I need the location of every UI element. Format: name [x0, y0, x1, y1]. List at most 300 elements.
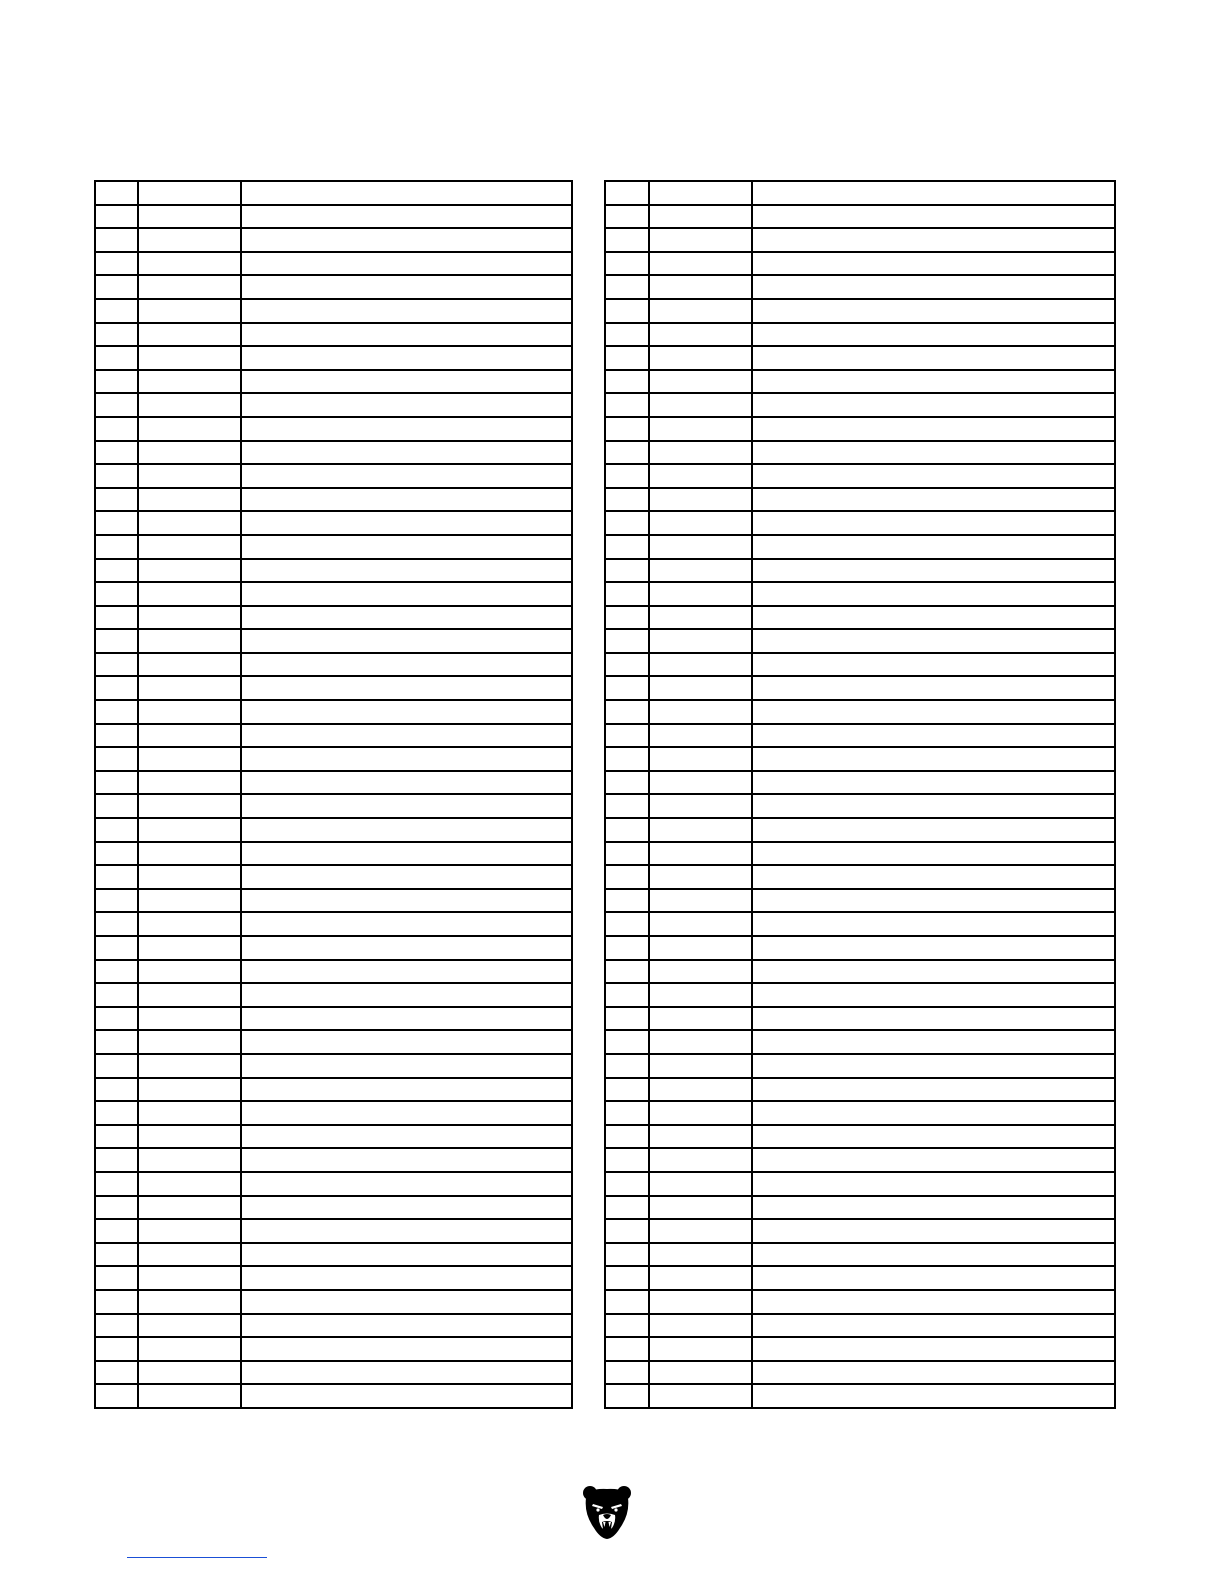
part-number-cell	[649, 936, 752, 960]
part-number-cell	[649, 464, 752, 488]
table-row	[95, 983, 572, 1007]
description-cell	[241, 1101, 572, 1125]
footer-link-underline	[127, 1557, 267, 1558]
part-number-cell	[138, 370, 241, 394]
ref-cell	[95, 464, 138, 488]
ref-cell	[95, 724, 138, 748]
ref-cell	[605, 912, 649, 936]
table-row	[605, 700, 1115, 724]
bear-head-logo-icon	[582, 1484, 632, 1540]
description-cell	[241, 1314, 572, 1338]
part-number-cell	[649, 818, 752, 842]
part-number-cell	[138, 1314, 241, 1338]
part-number-cell	[138, 1007, 241, 1031]
description-cell	[241, 393, 572, 417]
ref-cell	[95, 1290, 138, 1314]
part-number-cell	[138, 441, 241, 465]
description-cell	[241, 747, 572, 771]
ref-cell	[605, 889, 649, 913]
description-cell	[241, 228, 572, 252]
description-cell	[752, 606, 1115, 630]
part-number-cell	[138, 865, 241, 889]
description-cell	[752, 1007, 1115, 1031]
description-cell	[241, 346, 572, 370]
ref-cell	[605, 1361, 649, 1385]
table-row	[95, 370, 572, 394]
part-number-cell	[649, 535, 752, 559]
description-cell	[752, 629, 1115, 653]
description-cell	[752, 1054, 1115, 1078]
description-cell	[241, 323, 572, 347]
ref-cell	[605, 511, 649, 535]
description-cell	[241, 983, 572, 1007]
description-cell	[241, 1243, 572, 1267]
table-row	[95, 1007, 572, 1031]
ref-cell	[95, 794, 138, 818]
description-cell	[241, 936, 572, 960]
ref-cell	[605, 960, 649, 984]
description-cell	[241, 1266, 572, 1290]
part-number-cell	[138, 1054, 241, 1078]
description-cell	[752, 1030, 1115, 1054]
description-cell	[241, 252, 572, 276]
part-number-cell	[138, 1219, 241, 1243]
ref-cell	[605, 1054, 649, 1078]
ref-cell	[95, 1101, 138, 1125]
ref-cell	[605, 488, 649, 512]
description-cell	[241, 1007, 572, 1031]
ref-cell	[605, 606, 649, 630]
part-number-cell	[649, 252, 752, 276]
part-number-cell	[138, 323, 241, 347]
ref-cell	[95, 205, 138, 229]
part-number-cell	[649, 1172, 752, 1196]
table-row	[95, 323, 572, 347]
part-number-cell	[649, 676, 752, 700]
description-cell	[241, 1337, 572, 1361]
description-cell	[752, 865, 1115, 889]
ref-cell	[605, 653, 649, 677]
description-cell	[241, 582, 572, 606]
part-number-cell	[649, 323, 752, 347]
part-number-cell	[649, 960, 752, 984]
part-number-cell	[138, 842, 241, 866]
ref-cell	[95, 629, 138, 653]
table-row	[605, 1337, 1115, 1361]
table-row	[605, 393, 1115, 417]
part-number-cell	[138, 1266, 241, 1290]
ref-cell	[95, 370, 138, 394]
table-row	[605, 818, 1115, 842]
ref-cell	[95, 771, 138, 795]
ref-cell	[95, 606, 138, 630]
table-row	[605, 299, 1115, 323]
ref-cell	[95, 1030, 138, 1054]
part-number-cell	[649, 794, 752, 818]
part-number-cell	[649, 1054, 752, 1078]
ref-cell	[605, 181, 649, 205]
table-row	[95, 676, 572, 700]
part-number-cell	[649, 511, 752, 535]
ref-cell	[605, 535, 649, 559]
description-cell	[752, 1361, 1115, 1385]
part-number-cell	[138, 252, 241, 276]
table-row	[605, 1101, 1115, 1125]
table-row	[95, 535, 572, 559]
table-row	[605, 629, 1115, 653]
description-cell	[241, 417, 572, 441]
ref-cell	[605, 252, 649, 276]
ref-cell	[95, 488, 138, 512]
table-row	[605, 252, 1115, 276]
ref-cell	[95, 346, 138, 370]
part-number-cell	[649, 1290, 752, 1314]
description-cell	[752, 771, 1115, 795]
part-number-cell	[138, 1196, 241, 1220]
ref-cell	[95, 912, 138, 936]
description-cell	[241, 370, 572, 394]
part-number-cell	[649, 1007, 752, 1031]
ref-cell	[605, 1148, 649, 1172]
part-number-cell	[649, 724, 752, 748]
ref-cell	[95, 936, 138, 960]
table-row	[95, 228, 572, 252]
ref-cell	[95, 323, 138, 347]
part-number-cell	[649, 1148, 752, 1172]
table-row	[605, 275, 1115, 299]
ref-cell	[95, 1314, 138, 1338]
description-cell	[752, 724, 1115, 748]
table-row	[95, 393, 572, 417]
table-row	[605, 1172, 1115, 1196]
table-row	[95, 299, 572, 323]
ref-cell	[605, 936, 649, 960]
description-cell	[752, 1266, 1115, 1290]
description-cell	[752, 912, 1115, 936]
description-cell	[241, 676, 572, 700]
table-row	[95, 252, 572, 276]
ref-cell	[95, 393, 138, 417]
part-number-cell	[138, 346, 241, 370]
ref-cell	[95, 1148, 138, 1172]
part-number-cell	[138, 464, 241, 488]
part-number-cell	[649, 983, 752, 1007]
ref-cell	[95, 960, 138, 984]
ref-cell	[95, 582, 138, 606]
description-cell	[752, 488, 1115, 512]
table-row	[605, 441, 1115, 465]
ref-cell	[95, 1361, 138, 1385]
ref-cell	[605, 299, 649, 323]
part-number-cell	[138, 1148, 241, 1172]
table-row	[605, 511, 1115, 535]
part-number-cell	[649, 559, 752, 583]
part-number-cell	[138, 1337, 241, 1361]
description-cell	[752, 370, 1115, 394]
ref-cell	[95, 275, 138, 299]
table-row	[605, 370, 1115, 394]
part-number-cell	[138, 653, 241, 677]
table-row	[95, 865, 572, 889]
part-number-cell	[138, 417, 241, 441]
description-cell	[752, 1101, 1115, 1125]
part-number-cell	[649, 1337, 752, 1361]
part-number-cell	[138, 1384, 241, 1408]
table-row	[95, 1148, 572, 1172]
ref-cell	[605, 1219, 649, 1243]
description-cell	[752, 559, 1115, 583]
part-number-cell	[649, 912, 752, 936]
description-cell	[752, 936, 1115, 960]
part-number-cell	[138, 1078, 241, 1102]
part-number-cell	[649, 1219, 752, 1243]
description-cell	[241, 275, 572, 299]
table-row	[605, 912, 1115, 936]
description-cell	[241, 511, 572, 535]
part-number-cell	[138, 960, 241, 984]
table-row	[605, 842, 1115, 866]
ref-cell	[95, 1172, 138, 1196]
part-number-cell	[138, 771, 241, 795]
description-cell	[241, 1054, 572, 1078]
table-row	[605, 653, 1115, 677]
description-cell	[752, 205, 1115, 229]
part-number-cell	[649, 1384, 752, 1408]
ref-cell	[95, 700, 138, 724]
table-row	[605, 1078, 1115, 1102]
part-number-cell	[138, 936, 241, 960]
ref-cell	[605, 747, 649, 771]
table-row	[95, 559, 572, 583]
description-cell	[752, 842, 1115, 866]
part-number-cell	[138, 1361, 241, 1385]
part-number-cell	[649, 1078, 752, 1102]
description-cell	[241, 771, 572, 795]
ref-cell	[605, 865, 649, 889]
table-row	[95, 1266, 572, 1290]
part-number-cell	[138, 889, 241, 913]
ref-cell	[95, 252, 138, 276]
table-row	[95, 1101, 572, 1125]
part-number-cell	[138, 299, 241, 323]
ref-cell	[95, 747, 138, 771]
table-row	[95, 205, 572, 229]
ref-cell	[605, 1337, 649, 1361]
table-row	[605, 1384, 1115, 1408]
ref-cell	[605, 1172, 649, 1196]
ref-cell	[605, 205, 649, 229]
table-row	[95, 1337, 572, 1361]
table-row	[95, 818, 572, 842]
table-row	[605, 582, 1115, 606]
table-row	[95, 464, 572, 488]
table-row	[605, 323, 1115, 347]
ref-cell	[95, 1078, 138, 1102]
description-cell	[241, 724, 572, 748]
ref-cell	[95, 676, 138, 700]
part-number-cell	[138, 818, 241, 842]
part-number-cell	[649, 1243, 752, 1267]
description-cell	[241, 488, 572, 512]
table-row	[605, 1290, 1115, 1314]
ref-cell	[605, 228, 649, 252]
ref-cell	[605, 441, 649, 465]
table-row	[605, 1030, 1115, 1054]
description-cell	[241, 629, 572, 653]
description-cell	[752, 700, 1115, 724]
table-row	[605, 1361, 1115, 1385]
description-cell	[752, 582, 1115, 606]
part-number-cell	[138, 1030, 241, 1054]
part-number-cell	[138, 1125, 241, 1149]
part-number-cell	[138, 606, 241, 630]
table-row	[95, 771, 572, 795]
table-row	[95, 724, 572, 748]
description-cell	[752, 960, 1115, 984]
table-row	[605, 228, 1115, 252]
ref-cell	[95, 842, 138, 866]
table-row	[605, 1219, 1115, 1243]
table-row	[95, 1196, 572, 1220]
table-row	[95, 700, 572, 724]
part-number-cell	[649, 393, 752, 417]
ref-cell	[605, 1101, 649, 1125]
table-row	[95, 912, 572, 936]
ref-cell	[95, 228, 138, 252]
parts-list-left-body	[95, 181, 572, 1408]
ref-cell	[605, 1007, 649, 1031]
ref-cell	[605, 1125, 649, 1149]
part-number-cell	[649, 1196, 752, 1220]
table-row	[95, 511, 572, 535]
description-cell	[241, 181, 572, 205]
description-cell	[752, 464, 1115, 488]
description-cell	[241, 1148, 572, 1172]
ref-cell	[605, 1196, 649, 1220]
description-cell	[241, 960, 572, 984]
description-cell	[241, 1196, 572, 1220]
table-row	[605, 676, 1115, 700]
part-number-cell	[138, 1290, 241, 1314]
part-number-cell	[138, 629, 241, 653]
description-cell	[241, 299, 572, 323]
part-number-cell	[138, 1243, 241, 1267]
part-number-cell	[138, 794, 241, 818]
table-row	[95, 842, 572, 866]
part-number-cell	[649, 653, 752, 677]
ref-cell	[605, 1078, 649, 1102]
ref-cell	[95, 535, 138, 559]
table-row	[605, 464, 1115, 488]
part-number-cell	[138, 228, 241, 252]
description-cell	[241, 1384, 572, 1408]
part-number-cell	[138, 582, 241, 606]
table-row	[605, 1266, 1115, 1290]
ref-cell	[605, 983, 649, 1007]
table-row	[605, 488, 1115, 512]
description-cell	[752, 1078, 1115, 1102]
description-cell	[752, 1219, 1115, 1243]
description-cell	[241, 1172, 572, 1196]
ref-cell	[605, 582, 649, 606]
table-row	[95, 181, 572, 205]
ref-cell	[605, 346, 649, 370]
table-row	[605, 960, 1115, 984]
ref-cell	[95, 889, 138, 913]
ref-cell	[95, 818, 138, 842]
part-number-cell	[649, 228, 752, 252]
table-row	[95, 1172, 572, 1196]
description-cell	[752, 794, 1115, 818]
table-row	[95, 275, 572, 299]
table-row	[95, 1361, 572, 1385]
ref-cell	[605, 370, 649, 394]
ref-cell	[95, 1196, 138, 1220]
description-cell	[752, 1148, 1115, 1172]
ref-cell	[605, 1314, 649, 1338]
description-cell	[752, 676, 1115, 700]
table-row	[605, 747, 1115, 771]
description-cell	[752, 535, 1115, 559]
table-row	[95, 346, 572, 370]
description-cell	[241, 1219, 572, 1243]
description-cell	[752, 417, 1115, 441]
part-number-cell	[138, 676, 241, 700]
description-cell	[241, 441, 572, 465]
table-row	[95, 1314, 572, 1338]
ref-cell	[605, 676, 649, 700]
table-row	[95, 889, 572, 913]
part-number-cell	[138, 724, 241, 748]
ref-cell	[605, 1290, 649, 1314]
part-number-cell	[138, 393, 241, 417]
ref-cell	[605, 275, 649, 299]
table-row	[95, 1030, 572, 1054]
table-row	[95, 936, 572, 960]
part-number-cell	[138, 275, 241, 299]
part-number-cell	[649, 865, 752, 889]
part-number-cell	[138, 912, 241, 936]
ref-cell	[605, 393, 649, 417]
ref-cell	[95, 181, 138, 205]
parts-list-table-right	[604, 180, 1116, 1409]
table-row	[95, 1219, 572, 1243]
ref-cell	[95, 1337, 138, 1361]
ref-cell	[605, 1243, 649, 1267]
table-row	[95, 629, 572, 653]
ref-cell	[95, 983, 138, 1007]
description-cell	[752, 889, 1115, 913]
parts-list-table-left	[94, 180, 573, 1409]
description-cell	[752, 346, 1115, 370]
description-cell	[241, 1030, 572, 1054]
description-cell	[241, 889, 572, 913]
description-cell	[752, 441, 1115, 465]
part-number-cell	[649, 488, 752, 512]
description-cell	[241, 1290, 572, 1314]
table-row	[605, 181, 1115, 205]
part-number-cell	[649, 629, 752, 653]
table-row	[95, 794, 572, 818]
table-row	[605, 865, 1115, 889]
ref-cell	[605, 794, 649, 818]
table-row	[95, 1054, 572, 1078]
ref-cell	[95, 1266, 138, 1290]
description-cell	[752, 511, 1115, 535]
table-row	[605, 1314, 1115, 1338]
table-row	[95, 582, 572, 606]
part-number-cell	[649, 1361, 752, 1385]
